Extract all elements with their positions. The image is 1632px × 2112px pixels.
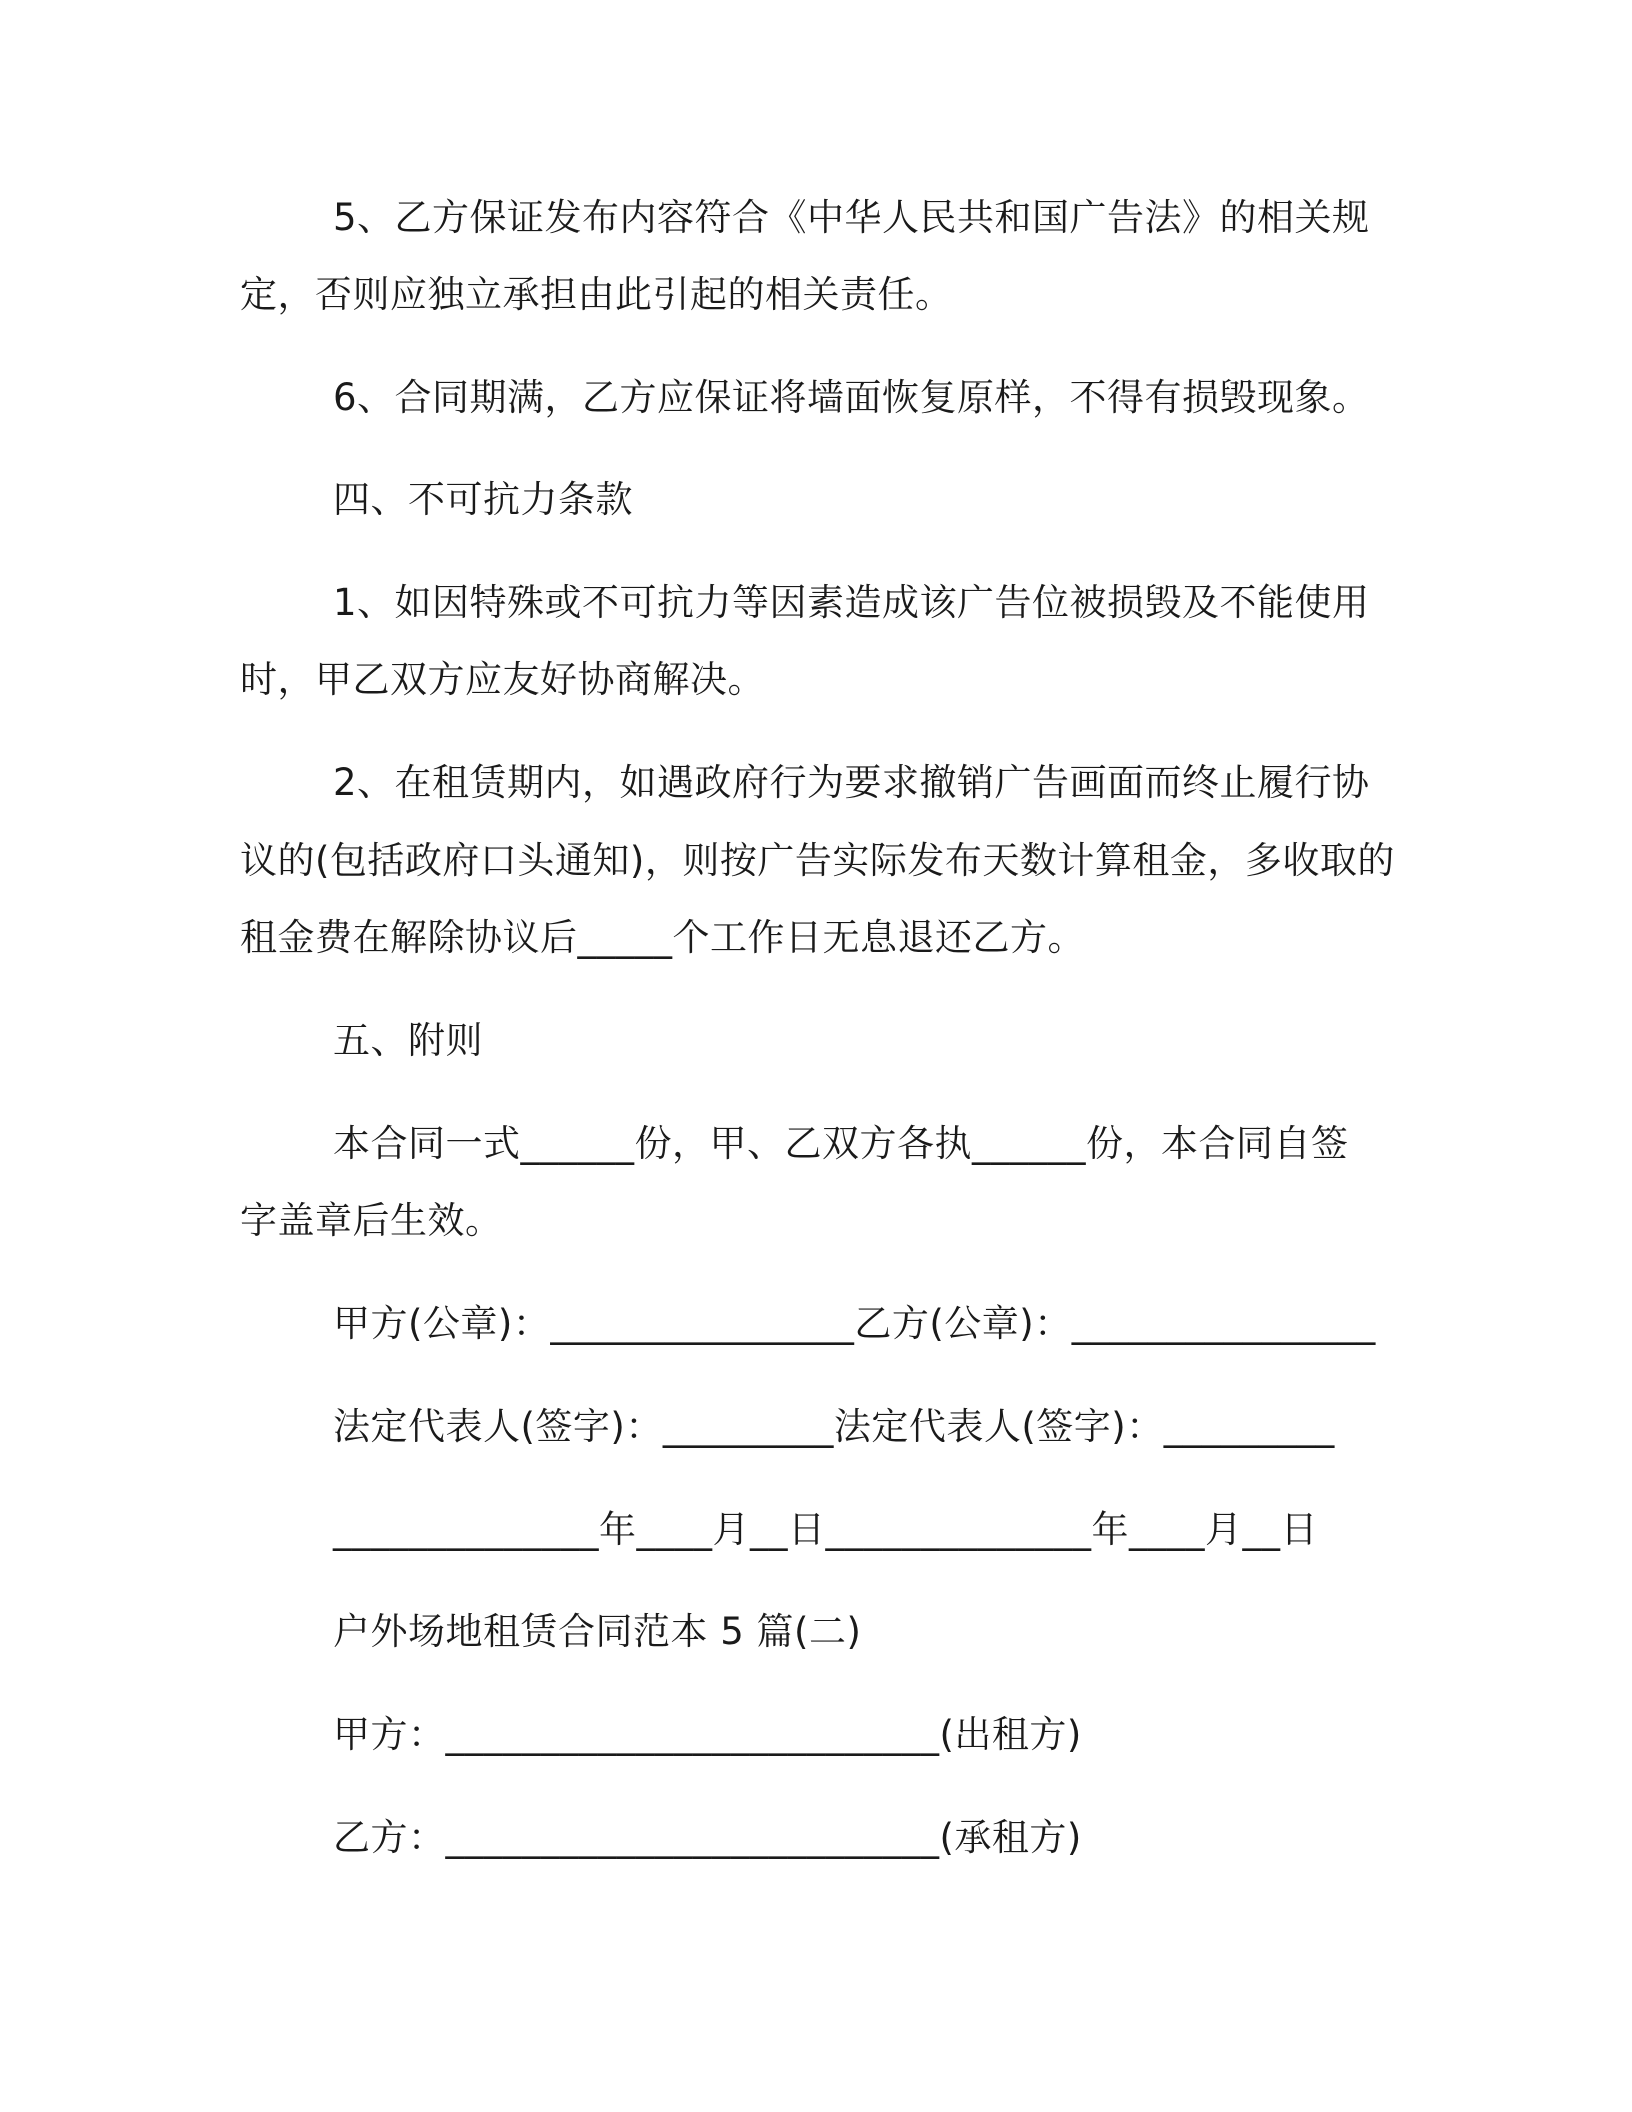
seal-line: 甲方(公章)：________________乙方(公章)：________________ (333, 1302, 1376, 1345)
section-5-heading: 五、附则 (333, 1019, 483, 1062)
clause-5-line-2: 定，否则应独立承担由此引起的相关责任。 (240, 273, 953, 316)
clause-6: 6、合同期满，乙方应保证将墙面恢复原样，不得有损毁现象。 (333, 376, 1370, 419)
force-majeure-1-line-2: 时，甲乙双方应友好协商解决。 (240, 658, 765, 701)
date-line: ______________年____月__日______________年____月__日 (333, 1508, 1318, 1551)
force-majeure-2-line-2: 议的(包括政府口头通知)，则按广告实际发布天数计算租金，多收取的 (240, 839, 1395, 882)
force-majeure-2-line-3: 租金费在解除协议后_____个工作日无息退还乙方。 (240, 916, 1085, 959)
party-a-line: 甲方：__________________________(出租方) (333, 1713, 1082, 1756)
legal-representative-signature-line: 法定代表人(签字)：_________法定代表人(签字)：_________ (333, 1405, 1335, 1448)
force-majeure-2-line-1: 2、在租赁期内，如遇政府行为要求撤销广告画面而终止履行协 (333, 761, 1370, 804)
copies-clause-line-2: 字盖章后生效。 (240, 1199, 503, 1242)
party-b-line: 乙方：__________________________(承租方) (333, 1816, 1082, 1859)
contract-two-title: 户外场地租赁合同范本 5 篇(二) (333, 1610, 862, 1653)
force-majeure-1-line-1: 1、如因特殊或不可抗力等因素造成该广告位被损毁及不能使用 (333, 581, 1370, 624)
section-4-heading: 四、不可抗力条款 (333, 478, 633, 521)
clause-5-line-1: 5、乙方保证发布内容符合《中华人民共和国广告法》的相关规 (333, 196, 1370, 239)
copies-clause-line-1: 本合同一式______份，甲、乙双方各执______份，本合同自签 (333, 1122, 1349, 1165)
